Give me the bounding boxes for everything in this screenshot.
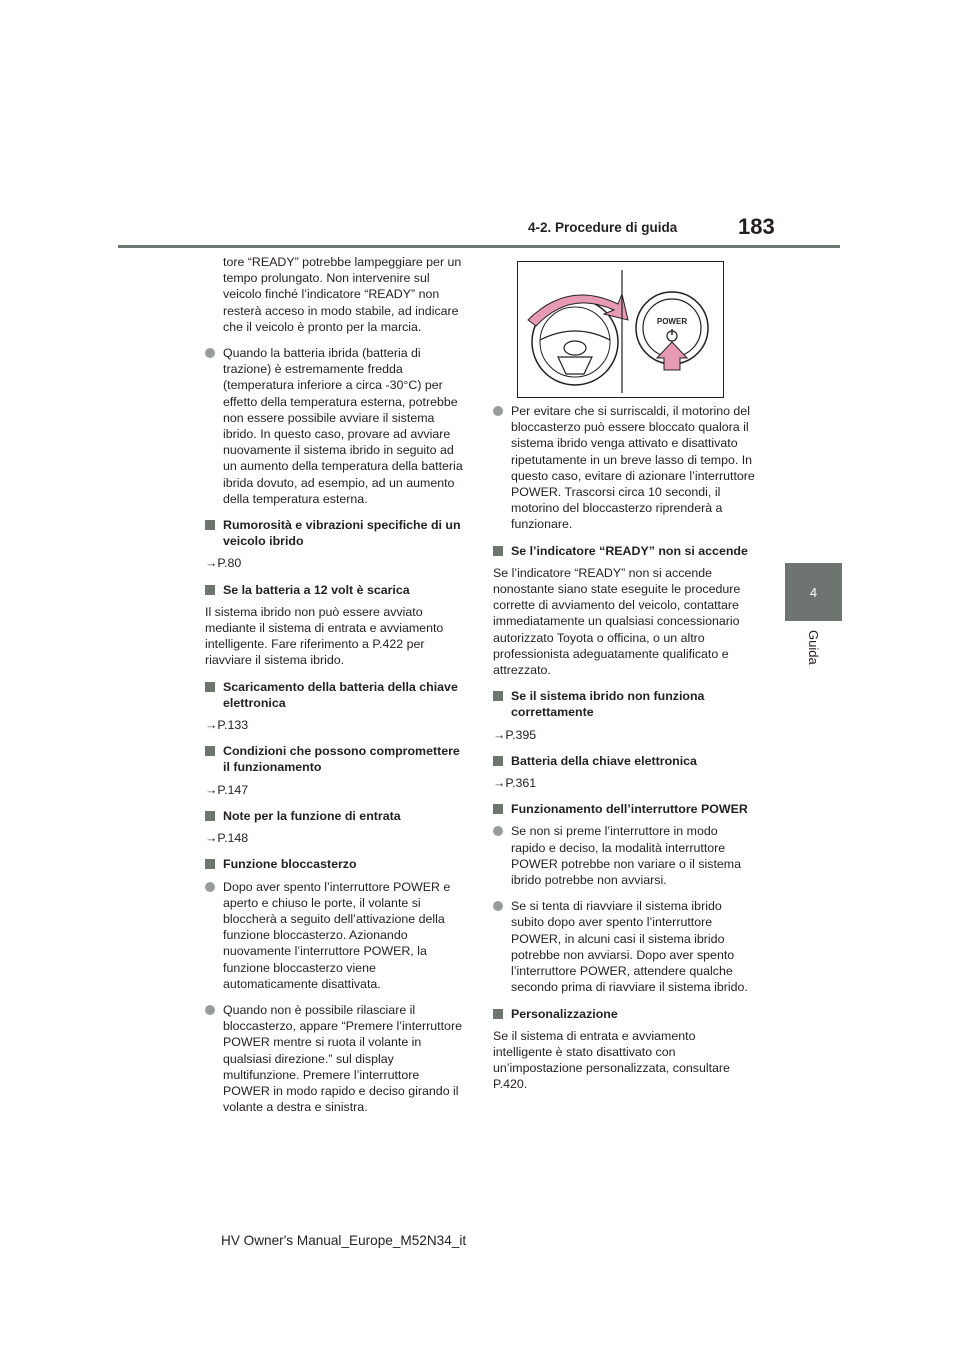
bullet-battery-cold: Quando la batteria ibrida (batteria di trazione) è estremamente fredda (temperatura inferiore a circa -30°C) per effetto della temperatura esterna, potrebbe non essere possibile avviare il sistema ibrido. In questo caso, provare ad avviare nuovamente il sistema ibrido in seguito ad un aumento della temperatura della batteria ibrida dovuto, ad esempio, ad un aumento della temperatura esterna. — [205, 345, 467, 507]
heading-ready: Se l’indicatore “READY” non si accende — [493, 543, 755, 559]
heading-key-battery: Scaricamento della batteria della chiave elettronica — [205, 679, 467, 711]
right-column — [493, 403, 755, 1103]
steering-power-figure — [517, 261, 724, 398]
heading-malfunction: Se il sistema ibrido non funziona correttamente — [493, 688, 755, 720]
ref-key-battery[interactable]: →P.133 — [205, 718, 249, 733]
text-ready: Se l’indicatore “READY” non si accende nonostante siano state eseguite le procedure corrette di avviamento del veicolo, contattare immediatamente un qualsiasi concessionario autorizzato Toyota o officina, o un altro professionista adeguatamente qualificato e attrezzato. — [493, 565, 741, 678]
chapter-number: 4 — [809, 584, 818, 600]
footer-manual-id: HV Owner's Manual_Europe_M52N34_it — [221, 1233, 467, 1248]
bullet-power-2: Se si tenta di riavviare il sistema ibrido subito dopo aver spento l’interruttore POWER, in alcuni casi il sistema ibrido potrebbe non avviarsi. Dopo aver spento l’interruttore POWER, attendere qualche secondo prima di riavviare il sistema ibrido. — [493, 898, 755, 995]
steering-power-illustration — [518, 262, 723, 397]
ref-malfunction[interactable]: →P.395 — [493, 727, 537, 742]
power-switch-label: POWER — [656, 317, 688, 326]
text-custom: Se il sistema di entrata e avviamento intelligente è stato disattivato con un’impostazione personalizzata, consultare P.420. — [493, 1028, 730, 1092]
heading-key-battery-right: Batteria della chiave elettronica — [493, 753, 755, 769]
heading-lock: Funzione bloccasterzo — [205, 856, 467, 872]
heading-noise: Rumorosità e vibrazioni specifiche di un veicolo ibrido — [205, 517, 467, 549]
chapter-name: Guida — [806, 630, 821, 665]
bullet-motor: Per evitare che si surriscaldi, il motorino del bloccasterzo può essere bloccato qualora il sistema ibrido venga attivato e disattivato ripetutamente in un breve lasso di tempo. In questo caso, evitare di azionare l’interruttore POWER. Trascorsi circa 10 secondi, il motorino del bloccasterzo riprenderà a funzionare. — [493, 403, 755, 533]
ref-key-battery-right[interactable]: →P.361 — [493, 776, 537, 791]
heading-conditions: Condizioni che possono compromettere il funzionamento — [205, 743, 467, 775]
bullet-power-1: Se non si preme l’interruttore in modo rapido e deciso, la modalità interruttore POWER potrebbe non variare o il sistema ibrido potrebbe non avviarsi. — [493, 823, 755, 888]
intro-paragraph: tore “READY” potrebbe lampeggiare per un tempo prolungato. Non intervenire sul veicolo finché l’indicatore “READY” non resterà acceso in modo stabile, ad indicare che il veicolo è pronto per la marcia. — [223, 255, 462, 334]
section-title: 4-2. Procedure di guida — [528, 220, 678, 235]
text-12v: Il sistema ibrido non può essere avviato mediante il sistema di entrata e avviamento intelligente. Fare riferimento a P.422 per riavviare il sistema ibrido. — [205, 604, 444, 668]
left-column — [205, 254, 467, 1125]
ref-noise[interactable]: →P.80 — [205, 556, 242, 571]
heading-power-switch: Funzionamento dell’interruttore POWER — [493, 801, 755, 817]
heading-entry-notes: Note per la funzione di entrata — [205, 808, 467, 824]
bullet-lock-1: Dopo aver spento l’interruttore POWER e aperto e chiuso le porte, il volante si bloccherà a seguito dell’attivazione della funzione bloccasterzo. Azionando nuovamente l’interruttore POWER, la funzione bloccasterzo viene automaticamente disattivata. — [205, 879, 467, 992]
header-rule — [118, 245, 840, 248]
ref-conditions[interactable]: →P.147 — [205, 782, 249, 797]
ref-entry-notes[interactable]: →P.148 — [205, 831, 249, 846]
chapter-tab[interactable] — [785, 563, 842, 621]
page-number: 183 — [738, 214, 775, 239]
heading-12v: Se la batteria a 12 volt è scarica — [205, 582, 467, 598]
heading-custom: Personalizzazione — [493, 1006, 755, 1022]
bullet-lock-2: Quando non è possibile rilasciare il bloccasterzo, appare “Premere l’interruttore POWER mentre si ruota il volante in qualsiasi direzione.” sul display multifunzione. Premere l’interruttore POWER in modo rapido e deciso girando il volante a destra e sinistra. — [205, 1002, 467, 1115]
